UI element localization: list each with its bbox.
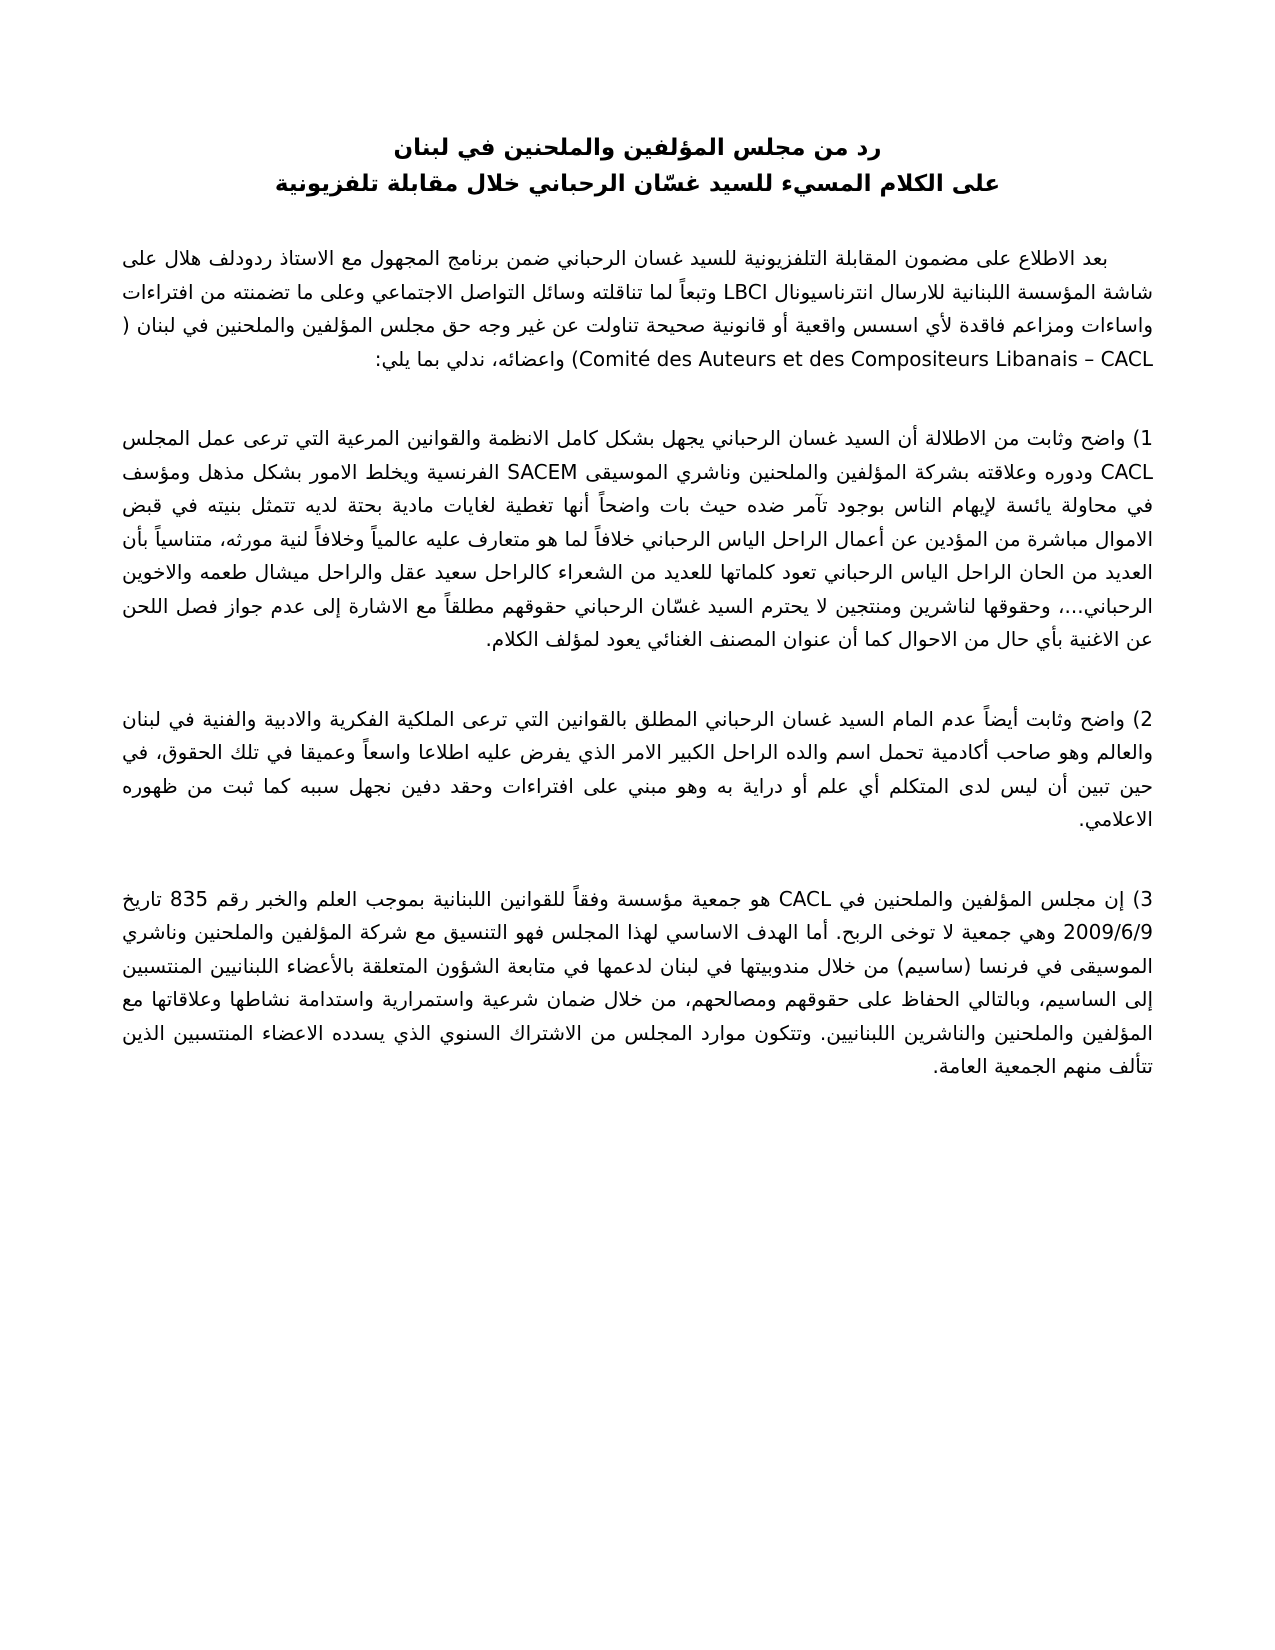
document-title [122,130,1153,202]
title-line-2: على الكلام المسيء للسيد غسّان الرحباني خلال مقابلة تلفزيونية [274,171,1001,197]
item-3-number: 3) [1132,886,1154,911]
title-line-1: رد من مجلس المؤلفين والملحنين في لبنان [393,135,882,161]
intro-paragraph: بعد الاطلاع على مضمون المقابلة التلفزيونية للسيد غسان الرحباني ضمن برنامج المجهول مع الاستاذ ردودلف هلال على شاشة المؤسسة اللبنانية للارسال انترناسيونال LBCI وتبعاً لما تناقلته وسائل التواصل الاجتماعي وعلى ما تضمنته من افتراءات واساءات ومزاعم فاقدة لأي اسسس واقعية أو قانونية صحيحة تناولت عن غير وجه حق مجلس المؤلفين والملحنين في لبنان ( Comité des Auteurs et des Compositeurs Libanais – CACL) واعضائه، ندلي بما يلي: [122,246,1153,371]
item-2-number: 2) [1132,706,1153,731]
numbered-item-2 [122,703,1153,837]
item-1-text: واضح وثابت من الاطلالة أن السيد غسان الرحباني يجهل بشكل كامل الانظمة والقوانين المرعية التي ترعى عمل المجلس CACL ودوره وعلاقته بشركة المؤلفين والملحنين وناشري الموسيقى SACEM الفرنسية ويخلط الامور بشكل مذهل ومؤسف في محاولة يائسة لإيهام الناس بوجود تآمر ضده حيث بات واضحاً أنها تغطية لغايات مادية بحتة لديه تتمثل بنيته في قبض الاموال مباشرة من المؤدين عن أعمال الراحل الياس الرحباني خلافاً لما هو متعارف عليه عالمياً وخلافاً لنية مورثه، متناسياً بأن العديد من الحان الراحل الياس الرحباني تعود كلماتها للعديد من الشعراء كالراحل سعيد عقل والراحل ميشال طعمه والاخوين الرحباني...، وحقوقها لناشرين ومنتجين لا يحترم السيد غسّان الرحباني حقوقهم مطلقاً مع الاشارة إلى عدم جواز فصل اللحن عن الاغنية بأي حال من الاحوال كما أن عنوان المصنف الغنائي يعود لمؤلف الكلام. [122,426,1154,651]
numbered-item-1 [122,422,1153,657]
item-3-text: إن مجلس المؤلفين والملحنين في CACL هو جمعية مؤسسة وفقاً للقوانين اللبنانية بموجب العلم والخبر رقم 835 تاريخ 2009/6/9 وهي جمعية لا توخى الربح. أما الهدف الاساسي لهذا المجلس فهو التنسيق مع شركة المؤلفين والملحنين وناشري الموسيقى في فرنسا (ساسيم) من خلال مندوبيتها في لبنان لدعمها في متابعة الشؤون المتعلقة بالأعضاء اللبنانيين المنتسبين إلى الساسيم، وبالتالي الحفاظ على حقوقهم ومصالحهم، من خلال ضمان شرعية واستمرارية واستدامة نشاطها وعلاقاتها مع المؤلفين والملحنين والناشرين اللبنانيين. وتتكون موارد المجلس من الاشتراك السنوي الذي يسدده الاعضاء المنتسبين الذين تتألف منهم الجمعية العامة. [122,886,1153,1078]
item-2-text: واضح وثابت أيضاً عدم المام السيد غسان الرحباني المطلق بالقوانين التي ترعى الملكية الفكرية والادبية والفنية في لبنان والعالم وهو صاحب أكادمية تحمل اسم والده الراحل الكبير الامر الذي يفرض عليه اطلاعا واسعاً وعميقا في تلك الحقوق، في حين تبين أن ليس لدى المتكلم أي علم أو دراية به وهو مبني على افتراءات وحقد دفين نجهل سببه كما ثبت من ظهوره الاعلامي. [122,706,1153,831]
numbered-item-3 [122,883,1153,1084]
item-1-number: 1) [1132,426,1154,450]
